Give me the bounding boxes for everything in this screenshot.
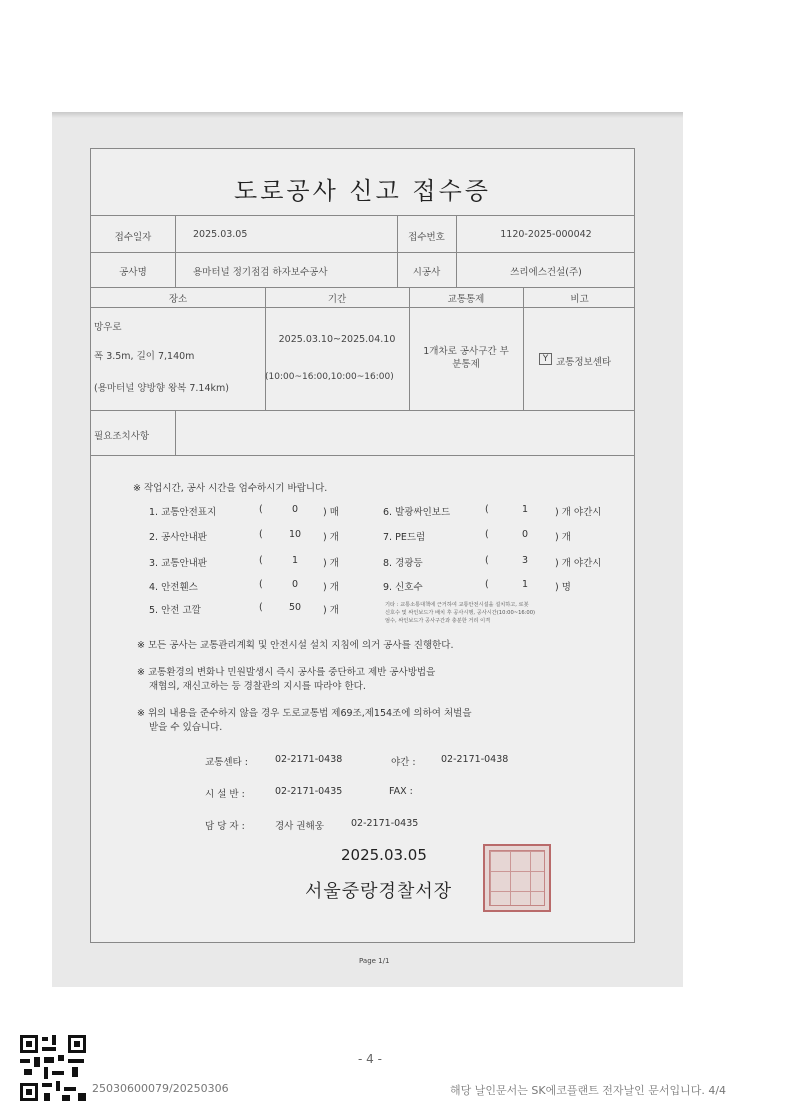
item-open: ( — [259, 529, 263, 540]
receipt-no-label: 접수번호 — [408, 232, 445, 243]
item-unit: ) 개 — [323, 558, 339, 569]
traffic-center-label: 교통센타 : — [205, 757, 248, 768]
rule — [91, 287, 634, 288]
traffic-center-phone: 02-2171-0438 — [275, 754, 343, 765]
item-qty: 10 — [288, 529, 302, 540]
rule — [409, 287, 410, 410]
rule — [175, 215, 176, 287]
rule — [91, 215, 634, 216]
rule — [91, 252, 634, 253]
rule — [91, 307, 634, 308]
manager-name: 경사 권해웅 — [275, 821, 324, 832]
fax-label: FAX : — [389, 786, 413, 797]
note-text: 교통정보센타 — [556, 357, 612, 368]
item-name: 8. 경광등 — [383, 558, 423, 569]
item-open: ( — [485, 555, 489, 566]
item-unit: ) 개 — [323, 532, 339, 543]
receipt-date-label: 접수일자 — [114, 232, 152, 243]
other-note-line: 기타 : 교통소통대책에 근거하여 교통안전시설을 설치하고, 로봇 — [385, 602, 529, 608]
notice-stop-work: ※ 교통환경의 변화나 민원발생시 즉시 공사를 중단하고 제반 공사방법을 — [137, 667, 436, 678]
other-note-line: 신호수 및 싸인보드가 배치 후 공사시행, 공사시간(10:00~16:00) — [385, 610, 536, 616]
rule — [91, 455, 634, 456]
item-unit: ) 개 — [323, 582, 339, 593]
place-dimensions: 폭 3.5m, 길이 7,140m — [94, 351, 195, 362]
item-qty: 0 — [291, 579, 299, 590]
rule — [523, 287, 524, 410]
rule — [175, 410, 176, 455]
qr-code — [18, 1033, 88, 1103]
item-open: ( — [485, 504, 489, 515]
rule — [91, 410, 634, 411]
item-open: ( — [485, 529, 489, 540]
column-header-note: 비고 — [570, 294, 589, 305]
item-unit: ) 개 야간시 — [555, 558, 602, 569]
item-unit: ) 명 — [555, 582, 571, 593]
item-qty: 3 — [521, 555, 529, 566]
other-note-line: 엄수, 싸인보드가 공사구간과 충분한 거리 이격 — [385, 618, 491, 624]
photo-edge — [52, 112, 683, 118]
item-qty: 0 — [291, 504, 299, 515]
item-unit: ) 매 — [323, 507, 339, 518]
facility-phone: 02-2171-0435 — [275, 786, 343, 797]
notice-penalty: ※ 위의 내용을 준수하지 않을 경우 도로교통법 제69조,제154조에 의하여 처벌을 — [137, 708, 472, 719]
item-qty: 0 — [521, 529, 529, 540]
notice-work-hours: ※ 작업시간, 공사 시간을 엄수하시기 바랍니다. — [133, 483, 328, 494]
project-name: 용마터널 정기점검 하자보수공사 — [193, 267, 328, 278]
item-qty: 1 — [521, 504, 529, 515]
night-phone: 02-2171-0438 — [441, 754, 509, 765]
item-name: 4. 안전휀스 — [149, 582, 198, 593]
issue-date: 2025.03.05 — [341, 846, 427, 864]
note-checkbox: Y — [539, 353, 552, 365]
other-note — [385, 601, 630, 625]
column-header-place: 장소 — [168, 294, 188, 305]
notice-penalty-cont: 받을 수 있습니다. — [149, 722, 223, 733]
official-seal — [483, 844, 551, 912]
item-open: ( — [485, 579, 489, 590]
page-number: - 4 - — [358, 1052, 382, 1066]
receipt-no: 1120-2025-000042 — [500, 229, 592, 240]
period-hours: (10:00~16:00,10:00~16:00) — [265, 372, 394, 382]
item-qty: 1 — [291, 555, 299, 566]
manager-phone: 02-2171-0435 — [351, 818, 419, 829]
item-name: 1. 교통안전표지 — [149, 507, 217, 518]
period-dates: 2025.03.10~2025.04.10 — [278, 334, 396, 345]
traffic-control: 1개차로 공사구간 부분통제 — [423, 346, 509, 370]
item-name: 7. PE드럼 — [383, 532, 426, 543]
item-name: 5. 안전 고깔 — [149, 605, 201, 616]
item-open: ( — [259, 555, 263, 566]
contractor: 쓰리에스건설(주) — [510, 267, 582, 278]
item-open: ( — [259, 504, 263, 515]
project-label: 공사명 — [119, 267, 147, 278]
contractor-label: 시공사 — [412, 267, 441, 278]
night-label: 야간 : — [391, 757, 416, 768]
document-title: 도로공사 신고 접수증 — [234, 177, 491, 205]
column-header-traffic-control: 교통통제 — [447, 294, 485, 305]
receipt-date: 2025.03.05 — [193, 229, 248, 240]
facility-label: 시 설 반 : — [205, 789, 245, 800]
receipt-form — [90, 148, 635, 943]
issuer-name: 서울중랑경찰서장 — [305, 881, 453, 902]
document-id: 25030600079/20250306 — [92, 1082, 229, 1095]
item-name: 6. 발광싸인보드 — [383, 507, 451, 518]
required-label: 필요조치사항 — [94, 431, 150, 442]
item-unit: ) 개 — [555, 532, 571, 543]
manager-label: 담 당 자 : — [205, 821, 245, 832]
page-indicator: Page 1/1 — [359, 957, 390, 965]
item-name: 3. 교통안내판 — [149, 558, 207, 569]
item-unit: ) 개 야간시 — [555, 507, 602, 518]
notice-traffic-plan: ※ 모든 공사는 교통관리계획 및 안전시설 설치 지침에 의거 공사를 진행한다. — [137, 640, 454, 651]
item-name: 2. 공사안내판 — [149, 532, 207, 543]
item-unit: ) 개 — [323, 605, 339, 616]
rule — [265, 287, 266, 410]
notice-stop-work-cont: 재협의, 재신고하는 등 경찰관의 지시를 따라야 한다. — [149, 681, 366, 692]
item-open: ( — [259, 602, 263, 613]
item-qty: 50 — [288, 602, 302, 613]
place-road: 망우로 — [94, 322, 122, 333]
item-name: 9. 신호수 — [383, 582, 423, 593]
place-section: (용마터널 양방향 왕복 7.14km) — [94, 383, 229, 394]
item-open: ( — [259, 579, 263, 590]
seal-notice: 해당 날인문서는 SK에코플랜트 전자날인 문서입니다. 4/4 — [450, 1084, 727, 1097]
item-qty: 1 — [521, 579, 529, 590]
column-header-period: 기간 — [327, 294, 347, 305]
